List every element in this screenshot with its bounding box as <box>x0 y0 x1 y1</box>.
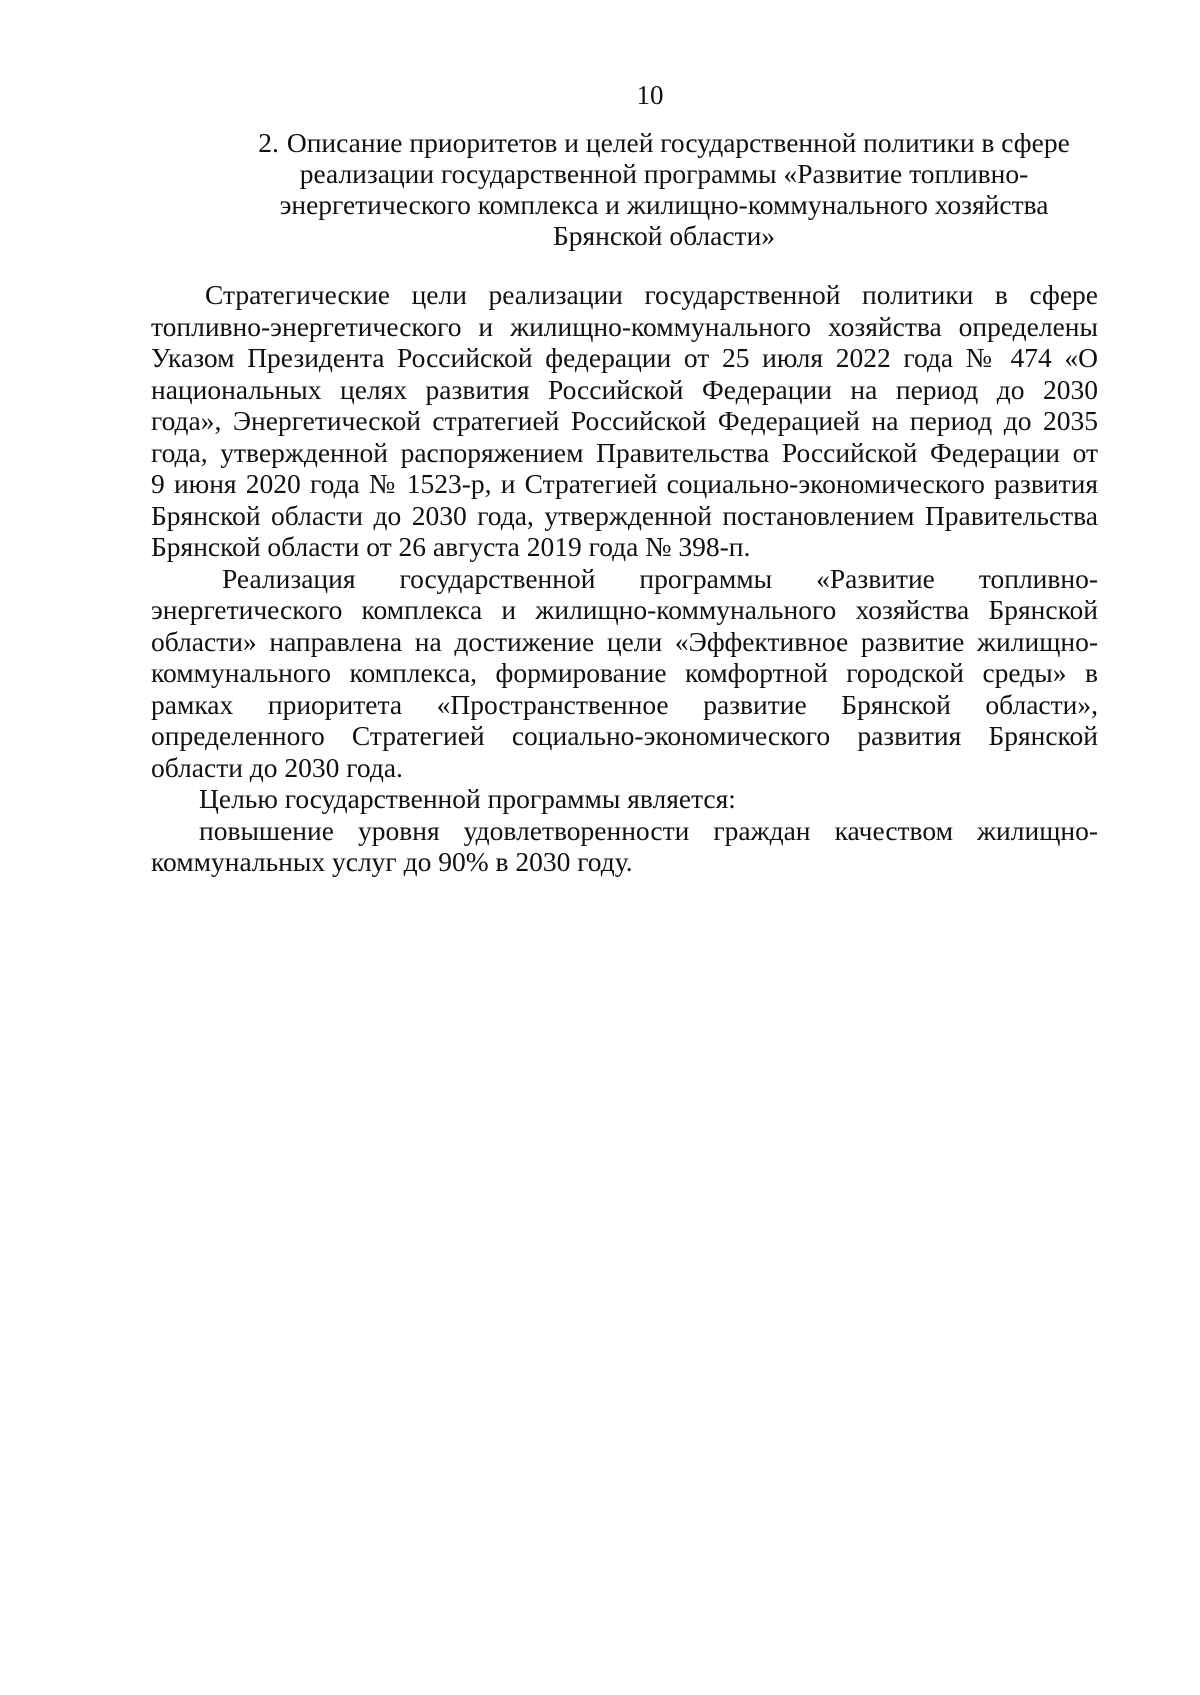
paragraph-line: топливно-энергетического и жилищно-коммунального хозяйства определены <box>151 310 1098 342</box>
paragraph-line: года», Энергетической стратегией Российской Федерацией на период до 2035 <box>151 405 1098 436</box>
paragraph-line: Брянской области до 2030 года, утвержденной постановлением Правительства <box>151 499 1098 531</box>
paragraph-line: Брянской области от 26 августа 2019 года № 398-п. <box>151 531 751 562</box>
section-heading-line: реализации государственной программы «Развитие топливно- <box>299 158 1029 189</box>
paragraph-line: области» направлена на достижение цели «Эффективное развитие жилищно- <box>151 625 1098 657</box>
section-heading-line: энергетического комплекса и жилищно-коммунального хозяйства <box>279 189 1049 220</box>
paragraph-program-goal <box>151 815 1098 878</box>
section-heading-line <box>232 127 1096 158</box>
paragraph-line: коммунальных услуг до 90% в 2030 году. <box>151 846 633 877</box>
paragraph-line: коммунального комплекса, формирование комфортной городской среды» в <box>151 657 1098 688</box>
paragraph-line: 9 июня 2020 года № 1523-р, и Стратегией социально-экономического развития <box>151 468 1098 499</box>
paragraph-line: Реализация государственной программы «Развитие топливно- <box>222 562 1098 594</box>
paragraph-strategic-goals <box>151 279 1098 563</box>
paragraph-line: Целью государственной программы является: <box>199 783 736 814</box>
section-heading <box>232 127 1096 251</box>
section-heading-text: Описание приоритетов и целей государственной политики в сфере <box>286 127 1070 158</box>
paragraph-line: области до 2030 года. <box>151 751 403 783</box>
document-body <box>151 279 1098 878</box>
paragraph-line: Указом Президента Российской федерации от 25 июля 2022 года № 474 «О <box>151 342 1098 373</box>
paragraph-line: национальных целях развития Российской Федерации на период до 2030 <box>151 373 1098 405</box>
section-heading-line: Брянской области» <box>552 220 776 251</box>
paragraph-line: Стратегические цели реализации государственной политики в сфере <box>205 279 1098 310</box>
paragraph-line: рамках приоритета «Пространственное развитие Брянской области», <box>151 688 1098 720</box>
paragraph-line: энергетического комплекса и жилищно-коммунального хозяйства Брянской <box>151 594 1098 625</box>
paragraph-line: года, утвержденной распоряжением Правительства Российской Федерации от <box>151 436 1098 468</box>
page-number: 10 <box>636 80 664 110</box>
paragraph-line: определенного Стратегией социально-экономического развития Брянской <box>151 720 1098 751</box>
paragraph-line: повышение уровня удовлетворенности граждан качеством жилищно- <box>199 814 1098 846</box>
section-number: 2. <box>258 127 279 158</box>
paragraph-program-implementation <box>151 563 1098 784</box>
paragraph-program-goal-intro <box>151 783 1098 815</box>
